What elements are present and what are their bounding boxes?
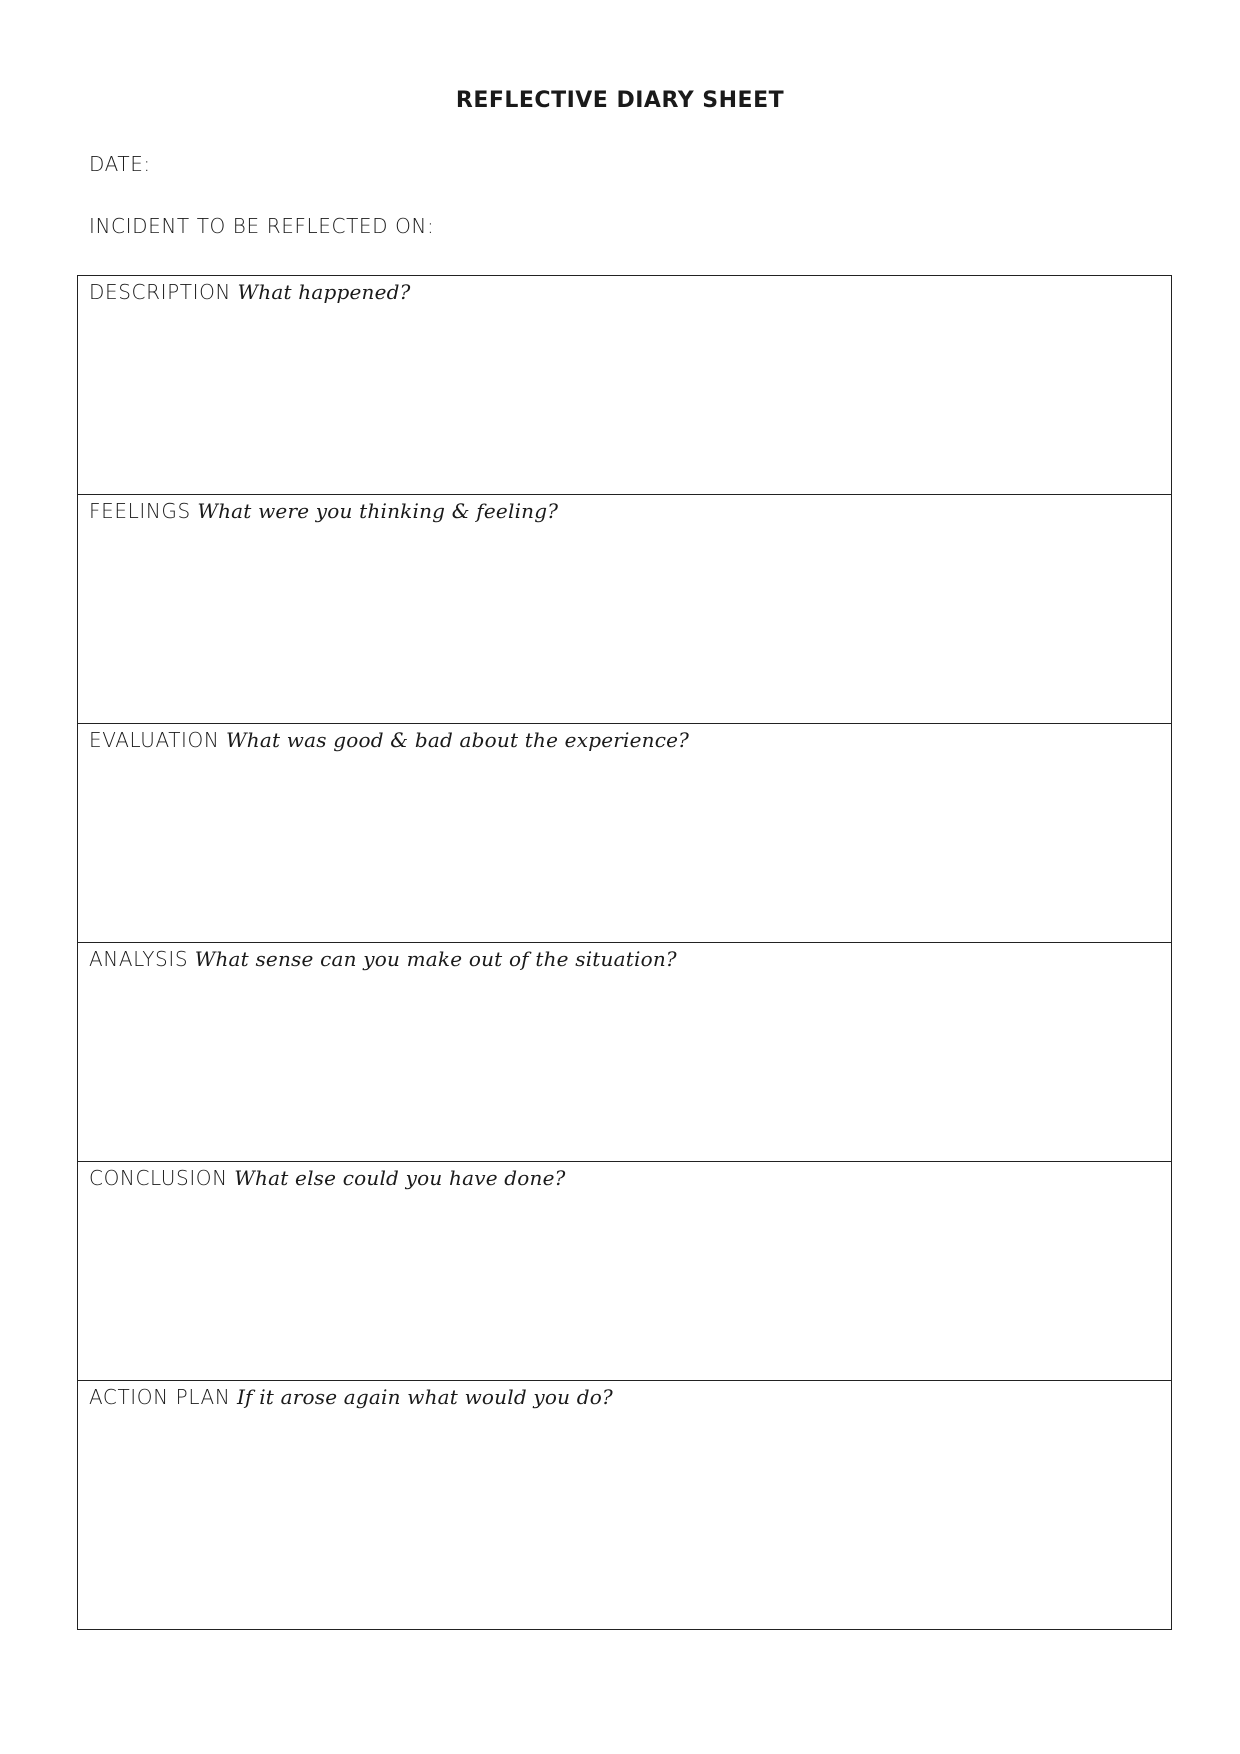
- page-title: REFLECTIVE DIARY SHEET: [455, 88, 785, 113]
- section-row-feelings: [78, 495, 1172, 724]
- section-row-action-plan: [78, 1381, 1172, 1630]
- section-prompt: What else could you have done?: [234, 1166, 566, 1190]
- incident-label: INCIDENT TO BE REFLECTED ON:: [89, 214, 435, 238]
- section-prompt: What happened?: [237, 280, 411, 304]
- reflection-sections-table: [77, 275, 1172, 1630]
- section-row-conclusion: [78, 1162, 1172, 1381]
- section-heading: FEELINGS: [89, 499, 191, 523]
- section-row-evaluation: [78, 724, 1172, 943]
- section-heading: EVALUATION: [89, 728, 220, 752]
- section-cell-action-plan[interactable]: [78, 1381, 1172, 1630]
- section-prompt: What was good & bad about the experience?: [226, 728, 690, 752]
- section-heading: ACTION PLAN: [89, 1385, 231, 1409]
- section-row-description: [78, 276, 1172, 495]
- section-cell-conclusion[interactable]: [78, 1162, 1172, 1381]
- section-cell-analysis[interactable]: [78, 943, 1172, 1162]
- section-cell-description[interactable]: [78, 276, 1172, 495]
- section-cell-evaluation[interactable]: [78, 724, 1172, 943]
- section-cell-feelings[interactable]: [78, 495, 1172, 724]
- section-row-analysis: [78, 943, 1172, 1162]
- section-heading: CONCLUSION: [89, 1166, 228, 1190]
- section-prompt: What were you thinking & feeling?: [197, 499, 559, 523]
- section-prompt: If it arose again what would you do?: [236, 1385, 613, 1409]
- section-heading: DESCRIPTION: [89, 280, 231, 304]
- section-prompt: What sense can you make out of the situation?: [194, 947, 677, 971]
- date-label: DATE:: [89, 152, 151, 176]
- section-heading: ANALYSIS: [89, 947, 189, 971]
